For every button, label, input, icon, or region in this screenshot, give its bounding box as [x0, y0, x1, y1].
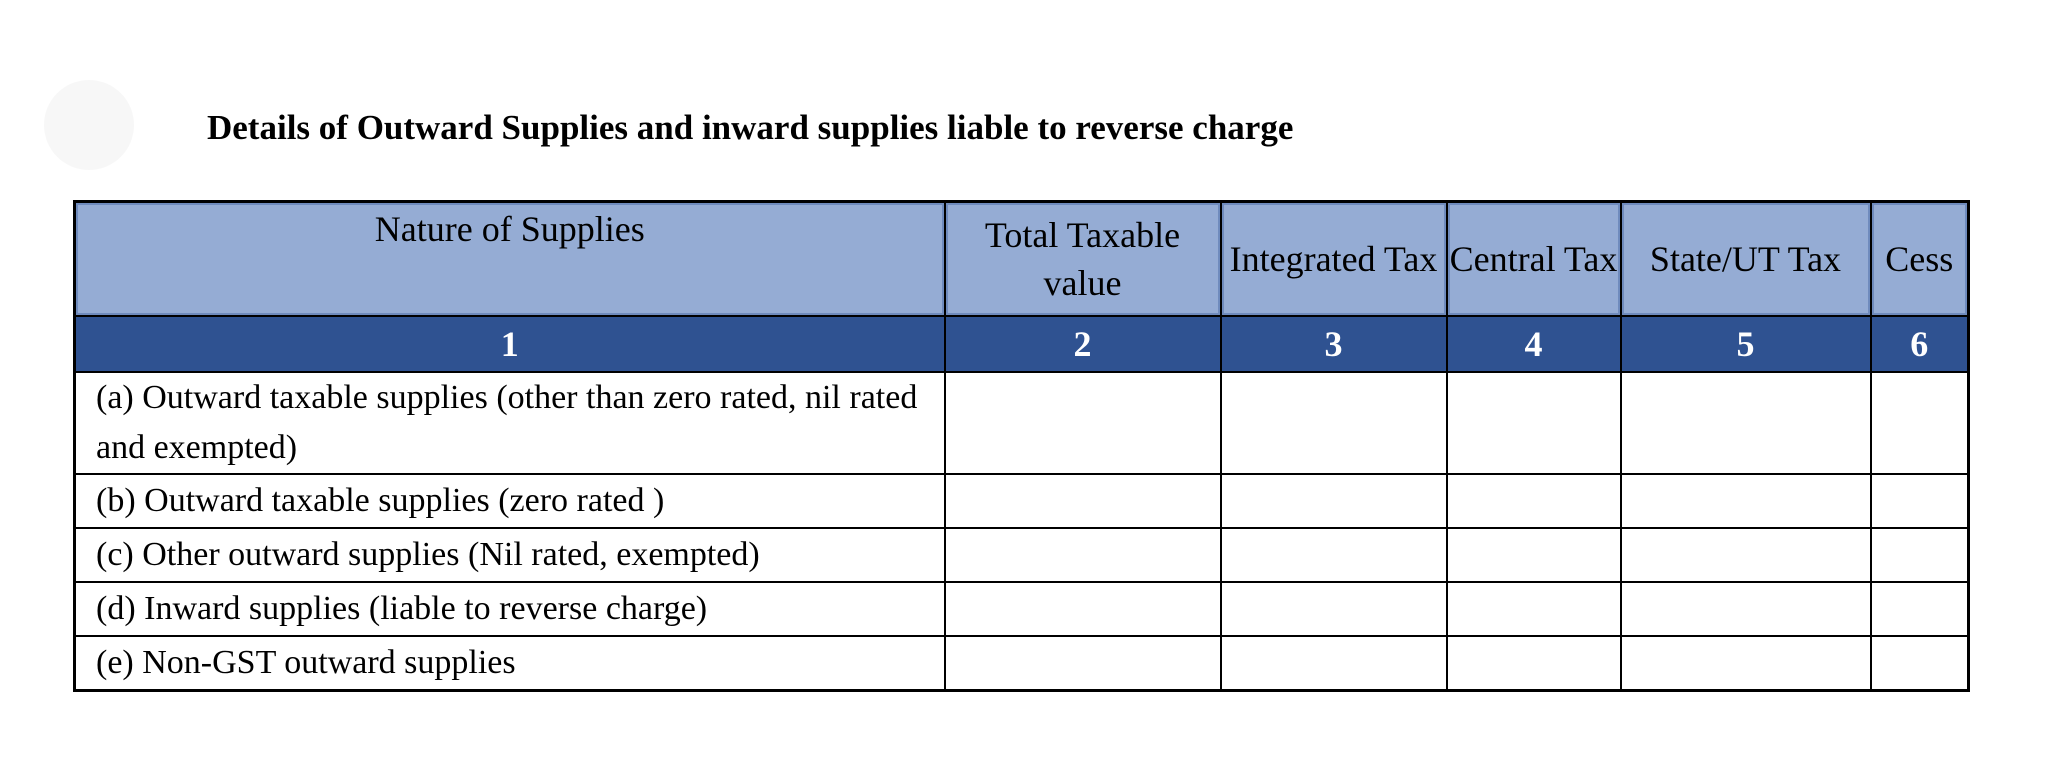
table-cell	[1871, 372, 1969, 474]
table-cell	[1447, 636, 1621, 691]
table-row	[75, 528, 1969, 582]
table-cell	[1621, 582, 1871, 636]
table-row	[75, 582, 1969, 636]
table-cell	[945, 636, 1221, 691]
header-total-taxable-value: Total Taxable value	[945, 202, 1221, 317]
table-cell	[1447, 582, 1621, 636]
column-number: 5	[1621, 316, 1871, 372]
table-cell	[1871, 636, 1969, 691]
column-number-row	[75, 316, 1969, 372]
row-label: (c) Other outward supplies (Nil rated, exempted)	[75, 528, 945, 582]
table-row	[75, 372, 1969, 474]
column-number: 3	[1221, 316, 1447, 372]
table-cell	[1447, 528, 1621, 582]
column-number: 2	[945, 316, 1221, 372]
column-number: 6	[1871, 316, 1969, 372]
row-label: (a) Outward taxable supplies (other than zero rated, nil rated and exempted)	[75, 372, 945, 474]
table-cell	[1621, 474, 1871, 528]
table-cell	[1447, 372, 1621, 474]
table-cell	[1221, 372, 1447, 474]
header-state-ut-tax: State/UT Tax	[1621, 202, 1871, 317]
table-row	[75, 474, 1969, 528]
table-cell	[1621, 636, 1871, 691]
row-label: (b) Outward taxable supplies (zero rated )	[75, 474, 945, 528]
header-cess: Cess	[1871, 202, 1969, 317]
table-cell	[1871, 582, 1969, 636]
table-cell	[945, 372, 1221, 474]
column-number: 1	[75, 316, 945, 372]
table-cell	[1221, 636, 1447, 691]
table-row	[75, 636, 1969, 691]
table-cell	[1621, 372, 1871, 474]
page-title: Details of Outward Supplies and inward supplies liable to reverse charge	[207, 108, 1294, 147]
table-cell	[1221, 528, 1447, 582]
row-label: (d) Inward supplies (liable to reverse charge)	[75, 582, 945, 636]
supplies-table	[73, 200, 1970, 692]
table-cell	[1221, 474, 1447, 528]
table-cell	[1621, 528, 1871, 582]
header-nature-of-supplies: Nature of Supplies	[75, 202, 945, 317]
table-cell	[945, 474, 1221, 528]
table-cell	[1447, 474, 1621, 528]
row-label: (e) Non-GST outward supplies	[75, 636, 945, 691]
column-number: 4	[1447, 316, 1621, 372]
table-header-row	[75, 202, 1969, 317]
decorative-circle	[44, 80, 134, 170]
table-cell	[1871, 474, 1969, 528]
header-integrated-tax: Integrated Tax	[1221, 202, 1447, 317]
table-cell	[1871, 528, 1969, 582]
table-cell	[945, 528, 1221, 582]
header-central-tax: Central Tax	[1447, 202, 1621, 317]
table-cell	[1221, 582, 1447, 636]
table-cell	[945, 582, 1221, 636]
